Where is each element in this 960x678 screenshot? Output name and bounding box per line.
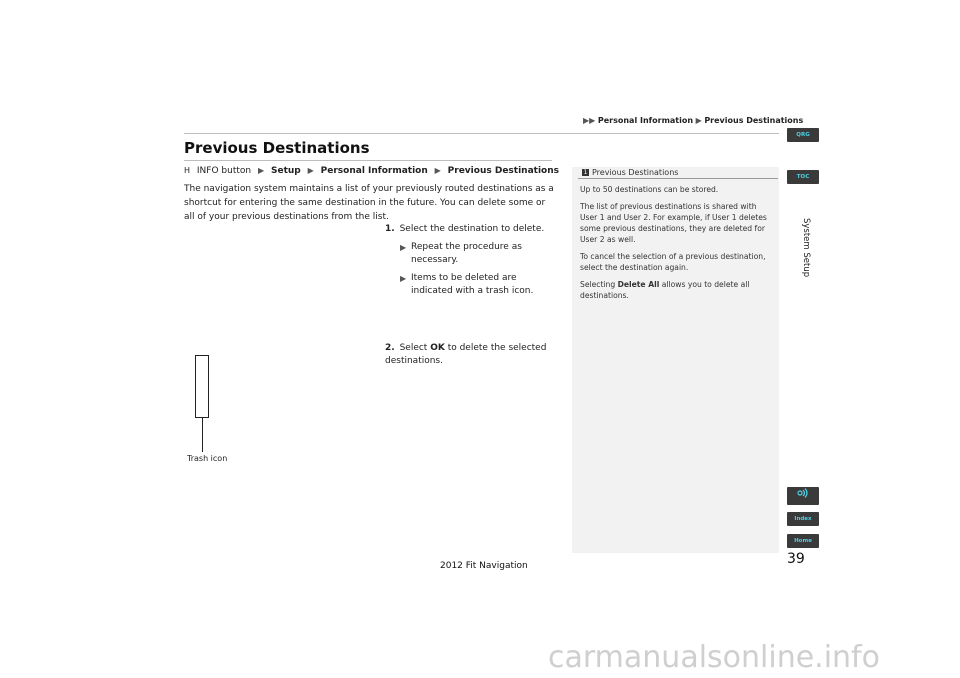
- section-divider: [184, 160, 552, 161]
- substep-arrow-icon: ▶: [400, 243, 407, 252]
- step-text: Select the destination to delete.: [399, 224, 545, 234]
- sidebar-text: Selecting: [580, 280, 616, 289]
- sidebar-paragraph: To cancel the selection of a previous destination, select the destination again.: [580, 252, 766, 272]
- substep-text: Repeat the procedure as necessary.: [411, 242, 522, 265]
- home-tab[interactable]: Home: [787, 534, 819, 548]
- sidebar-paragraph: The list of previous destinations is shared with User 1 and User 2. For example, if User 1 deletes some previous destinations, they are deleted for User 2 as well.: [580, 202, 767, 244]
- step-text: to delete the selected destinations.: [385, 343, 547, 366]
- watermark: carmanualsonline.info: [548, 640, 880, 675]
- breadcrumb: [583, 116, 803, 125]
- step-number: 1.: [385, 224, 395, 234]
- voice-icon: [796, 487, 810, 499]
- path-arrow-icon: ▶: [307, 166, 314, 175]
- voice-command-tab[interactable]: [787, 487, 819, 505]
- step-substep: [385, 272, 555, 298]
- delete-all-label: Delete All: [617, 280, 660, 289]
- navigation-path: [184, 166, 559, 176]
- breadcrumb-page: Previous Destinations: [704, 116, 804, 125]
- path-arrow-icon: ▶: [434, 166, 441, 175]
- nav-path-start: INFO button: [196, 166, 252, 176]
- ok-label: OK: [430, 343, 445, 353]
- footer-text: 2012 Fit Navigation: [440, 561, 528, 571]
- trash-icon-label: Trash icon: [187, 454, 228, 463]
- step-text: Select: [399, 343, 428, 353]
- page-title: Previous Destinations: [184, 139, 370, 157]
- sidebar-body: [580, 184, 774, 307]
- nav-path-item-personal-information: Personal Information: [320, 166, 428, 176]
- sidebar-text: allows you to delete all destinations.: [580, 280, 750, 300]
- section-label: [779, 218, 829, 328]
- toc-tab[interactable]: TOC: [787, 170, 819, 184]
- nav-path-item-setup: Setup: [271, 166, 301, 176]
- index-tab[interactable]: Index: [787, 512, 819, 526]
- step-2: [385, 342, 555, 368]
- substep-arrow-icon: ▶: [400, 274, 407, 283]
- intro-paragraph: The navigation system maintains a list of your previously routed destinations as a shortcut for entering the same destination in the future. You can delete some or all of your previous destinations from the list.: [184, 184, 554, 222]
- breadcrumb-arrows-icon: ▶▶: [583, 116, 596, 125]
- breadcrumb-arrow-icon: ▶: [695, 116, 702, 125]
- sidebar-heading-text: Previous Destinations: [592, 168, 679, 177]
- page-number: 39: [787, 551, 805, 567]
- trash-icon-figure: [195, 355, 209, 418]
- sidebar-paragraph: Up to 50 destinations can be stored.: [580, 185, 719, 194]
- sidebar-heading: [582, 168, 678, 177]
- substep-text: Items to be deleted are indicated with a trash icon.: [411, 273, 534, 296]
- path-arrow-icon: ▶: [257, 166, 265, 175]
- note-number-icon: 1: [583, 169, 588, 176]
- h-symbol: H: [184, 166, 191, 175]
- step-1: [385, 223, 555, 298]
- qrg-tab[interactable]: QRG: [787, 128, 819, 142]
- nav-path-item-previous-destinations: Previous Destinations: [447, 166, 559, 176]
- sidebar-divider: [578, 178, 778, 179]
- title-divider: [184, 133, 779, 134]
- step-number: 2.: [385, 343, 395, 353]
- section-label-text: System Setup: [801, 218, 811, 278]
- step-substep: [385, 241, 555, 267]
- sidebar-paragraph: [580, 279, 774, 301]
- callout-line: [202, 418, 203, 452]
- breadcrumb-section[interactable]: Personal Information: [597, 116, 694, 125]
